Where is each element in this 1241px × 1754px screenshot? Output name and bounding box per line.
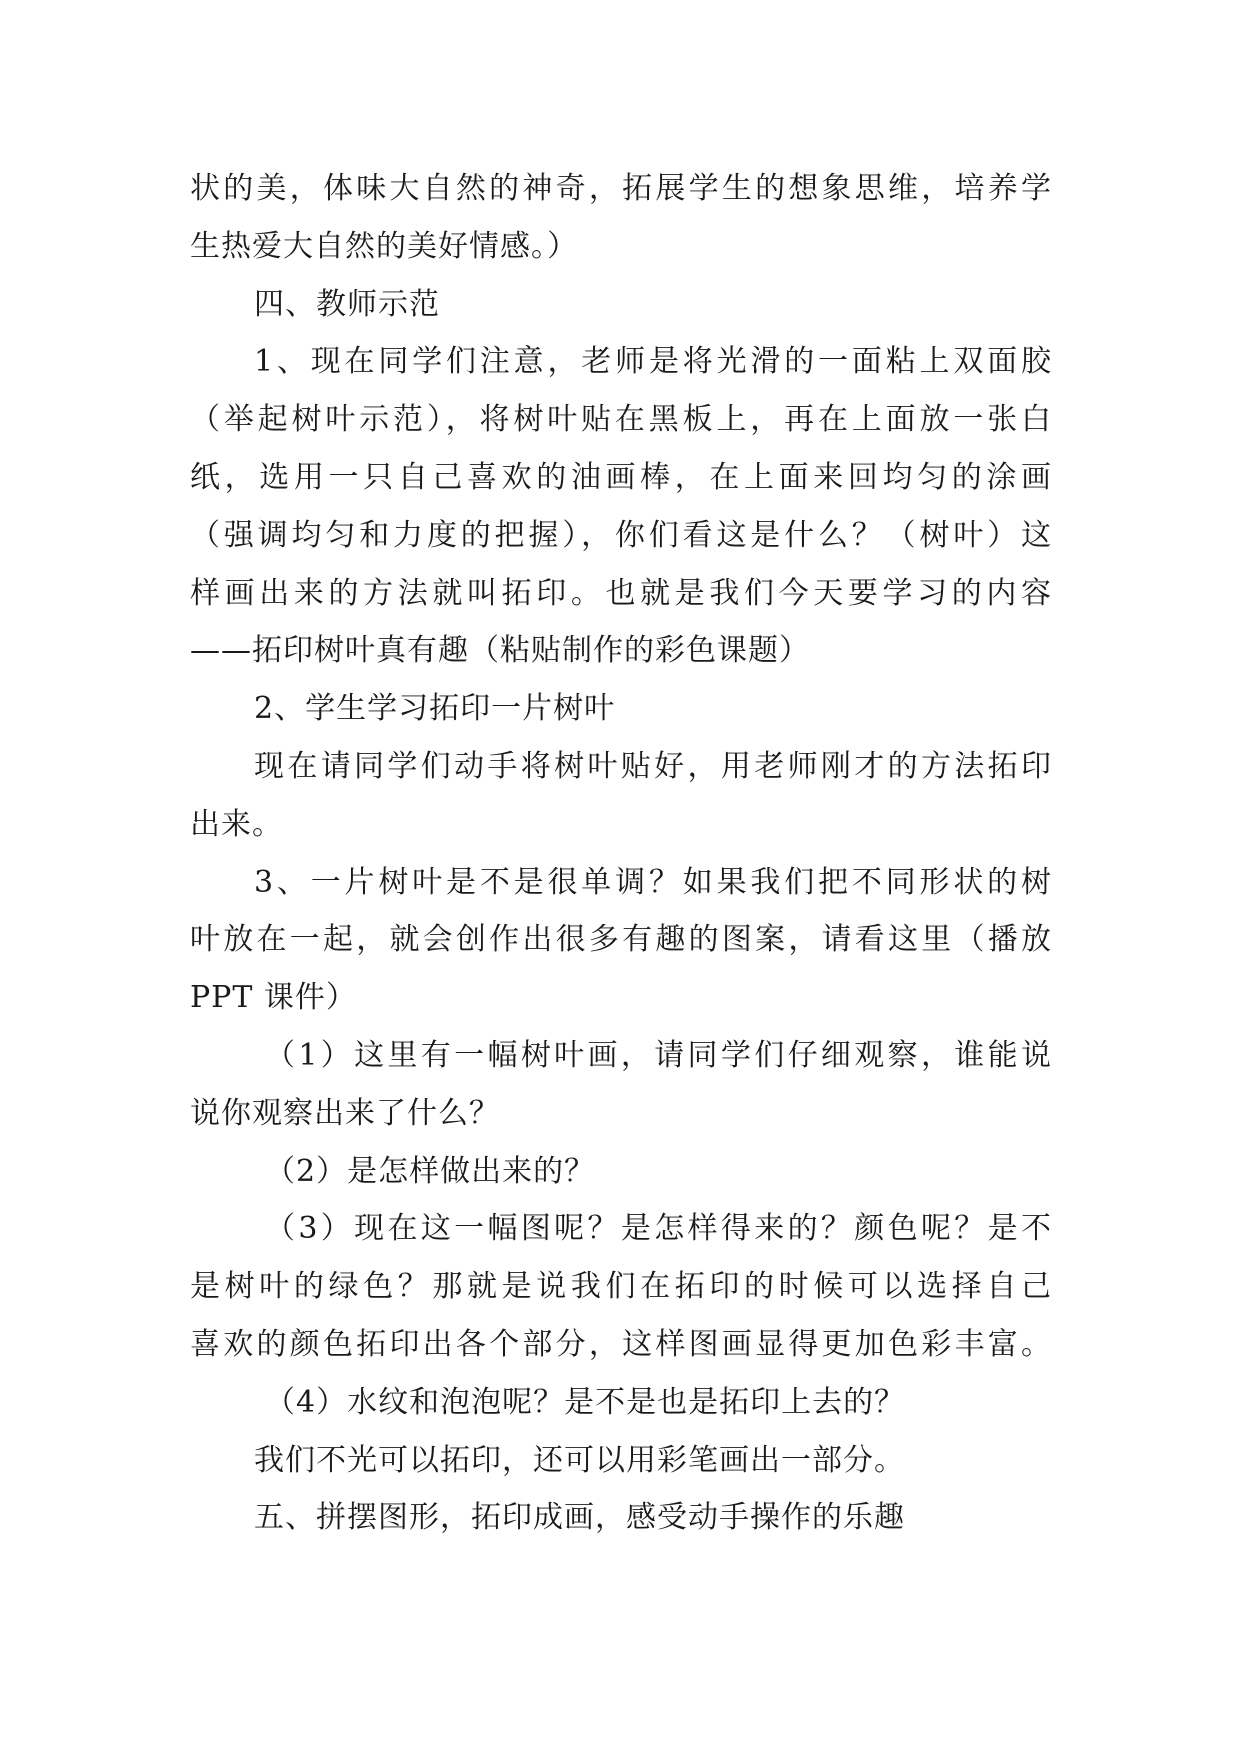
- paragraph-line: （强调均匀和力度的把握），你们看这是什么？（树叶）这: [190, 517, 1052, 553]
- paragraph-line: （举起树叶示范），将树叶贴在黑板上，再在上面放一张白: [190, 402, 1052, 438]
- paragraph-line: 喜欢的颜色拓印出各个部分，这样图画显得更加色彩丰富。: [190, 1326, 1052, 1362]
- paragraph-line: 四、教师示范: [254, 286, 440, 322]
- paragraph-line: 出来。: [190, 806, 283, 842]
- paragraph-line: 样画出来的方法就叫拓印。也就是我们今天要学习的内容: [190, 575, 1052, 611]
- paragraph-line: 1、现在同学们注意，老师是将光滑的一面粘上双面胶: [254, 344, 1052, 380]
- paragraph-line: 说你观察出来了什么？: [190, 1095, 500, 1131]
- paragraph-line: 纸，选用一只自己喜欢的油画棒，在上面来回均匀的涂画: [190, 459, 1052, 495]
- paragraph-line: 2、学生学习拓印一片树叶: [254, 691, 616, 727]
- paragraph-line: （1）这里有一幅树叶画，请同学们仔细观察，谁能说: [265, 1037, 1052, 1073]
- paragraph-line: PPT 课件）: [190, 980, 357, 1016]
- paragraph-line: （2）是怎样做出来的？: [265, 1153, 596, 1189]
- paragraph-line: （4）水纹和泡泡呢？是不是也是拓印上去的？: [265, 1384, 906, 1420]
- paragraph-line: 是树叶的绿色？那就是说我们在拓印的时候可以选择自己: [190, 1269, 1052, 1305]
- paragraph-line: 3、一片树叶是不是很单调？如果我们把不同形状的树: [254, 864, 1052, 900]
- paragraph-line: ——拓印树叶真有趣（粘贴制作的彩色课题）: [190, 633, 810, 669]
- paragraph-line: 五、拼摆图形，拓印成画，感受动手操作的乐趣: [254, 1500, 905, 1536]
- paragraph-line: 生热爱大自然的美好情感。）: [190, 228, 578, 264]
- document-body: [190, 160, 1052, 1547]
- paragraph-line: 现在请同学们动手将树叶贴好，用老师刚才的方法拓印: [254, 748, 1052, 784]
- paragraph-line: （3）现在这一幅图呢？是怎样得来的？颜色呢？是不: [265, 1211, 1052, 1247]
- paragraph-line: 叶放在一起，就会创作出很多有趣的图案，请看这里（播放: [190, 922, 1052, 958]
- paragraph-line: 状的美，体味大自然的神奇，拓展学生的想象思维，培养学: [190, 171, 1052, 206]
- paragraph-line: 我们不光可以拓印，还可以用彩笔画出一部分。: [254, 1442, 905, 1478]
